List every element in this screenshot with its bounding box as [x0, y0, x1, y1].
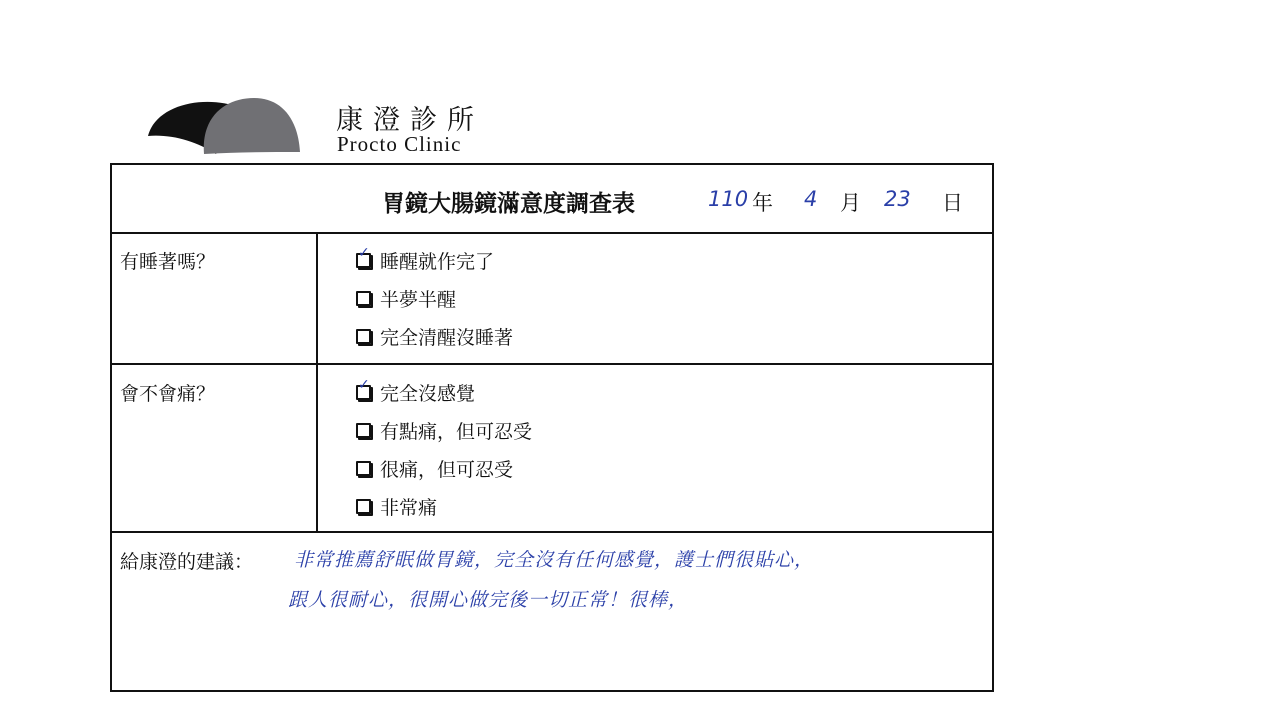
date-year: 110	[708, 187, 749, 211]
option-sleep-2[interactable]	[356, 285, 456, 312]
question-pain-label: 會不會痛？	[120, 383, 216, 405]
date-year-unit: 年	[752, 191, 773, 215]
option-pain-3[interactable]	[356, 455, 513, 482]
column-divider	[316, 233, 318, 532]
row-divider	[112, 531, 992, 533]
date-month-unit: 月	[840, 191, 861, 215]
checkbox-checked[interactable]	[356, 253, 371, 268]
survey-form	[110, 163, 994, 692]
form-title: 胃鏡大腸鏡滿意度調查表	[382, 191, 635, 217]
option-pain-4[interactable]	[356, 493, 437, 520]
option-label: 完全沒感覺	[380, 383, 476, 405]
clinic-name-cn: 康澄診所	[336, 105, 484, 136]
date-day: 23	[884, 187, 911, 211]
checkbox-checked[interactable]	[356, 385, 371, 400]
date-day-unit: 日	[942, 191, 963, 215]
question-sleep-label: 有睡著嗎？	[120, 251, 216, 273]
checkbox[interactable]	[356, 329, 371, 344]
clinic-name-en: Procto Clinic	[337, 132, 462, 156]
checkbox[interactable]	[356, 461, 371, 476]
option-label: 睡醒就作完了	[380, 251, 495, 273]
option-sleep-1[interactable]	[356, 247, 494, 274]
checkbox[interactable]	[356, 499, 371, 514]
option-pain-2[interactable]	[356, 417, 532, 444]
option-label: 完全清醒沒睡著	[380, 327, 514, 349]
clinic-logo	[146, 96, 302, 158]
row-divider	[112, 363, 992, 365]
row-divider	[112, 232, 992, 234]
suggestion-text-line: 跟人很耐心，很開心做完後一切正常！很棒，	[288, 589, 689, 611]
suggestion-text-line: 非常推薦舒眠做胃鏡，完全沒有任何感覺，護士們很貼心，	[294, 549, 815, 571]
option-label: 有點痛，但可忍受	[380, 421, 533, 443]
option-sleep-3[interactable]	[356, 323, 513, 350]
option-pain-1[interactable]	[356, 379, 475, 406]
option-label: 很痛，但可忍受	[380, 459, 514, 481]
suggestion-label: 給康澄的建議：	[120, 551, 254, 573]
checkbox[interactable]	[356, 423, 371, 438]
option-label: 非常痛	[380, 497, 438, 519]
option-label: 半夢半醒	[380, 289, 457, 311]
date-month: 4	[804, 187, 818, 211]
checkbox[interactable]	[356, 291, 371, 306]
